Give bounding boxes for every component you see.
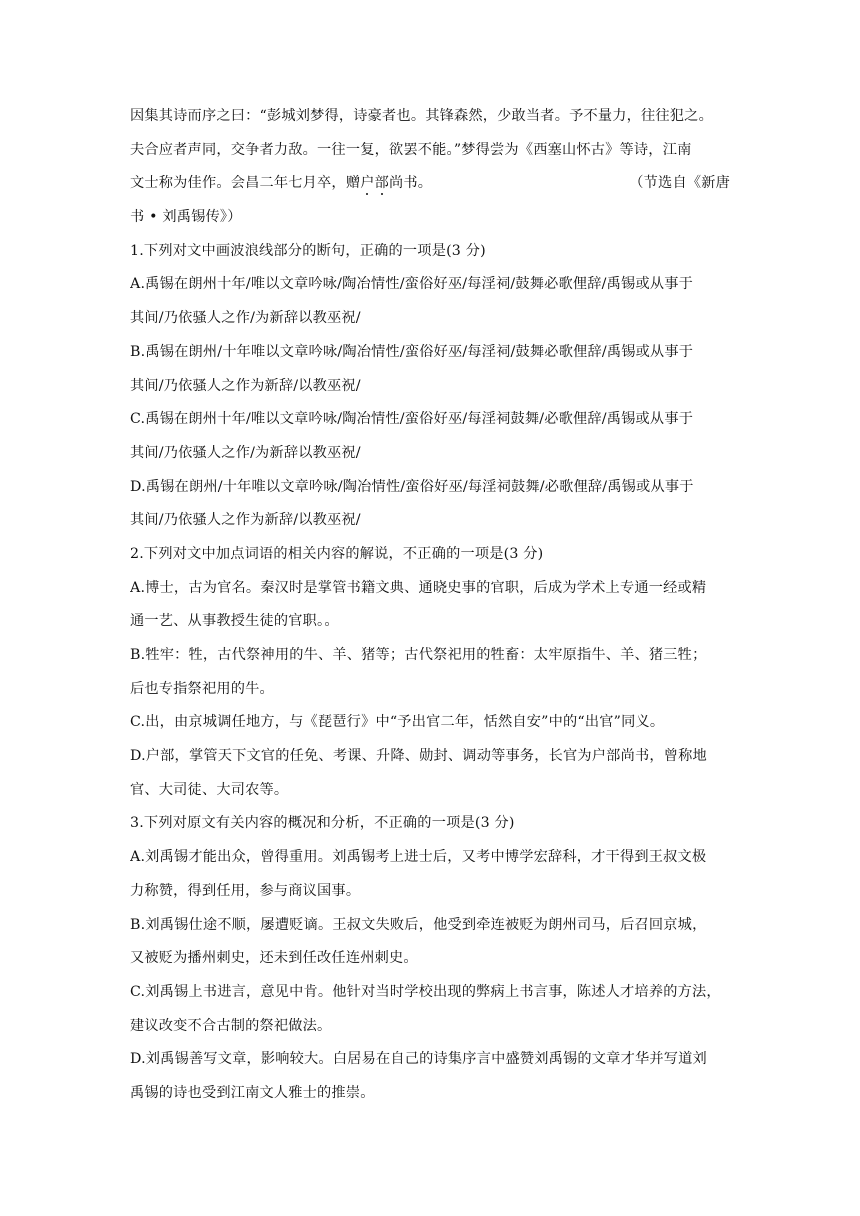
q3-option-a-line-1: A.刘禹锡才能出众，曾得重用。刘禹锡考上进士后，又考中博学宏辞科，才干得到王叔文极 xyxy=(130,849,707,866)
passage-line-3-post: 尚书。 xyxy=(388,175,433,192)
q2-option-b-line-1: B.牲牢：牲，古代祭神用的牛、羊、猪等；古代祭祀用的牲畜：太牢原指牛、羊、猪三牲； xyxy=(130,647,707,663)
q2-stem: 2.下列对文中加点词语的相关内容的解说，不正确的一项是(3 分) xyxy=(130,545,544,562)
q1-option-c-line-2: 其间/乃依骚人之作/为新辞以教巫祝/ xyxy=(130,444,361,461)
q1-option-d-line-2: 其间/乃依骚人之作为新辞/以教巫祝/ xyxy=(130,512,361,529)
passage-line-1: 因集其诗而序之曰：“彭城刘梦得，诗豪者也。其锋森然，少敢当者。予不量力，往往犯之。 xyxy=(130,108,713,124)
q1-stem: 1.下列对文中画波浪线部分的断句，正确的一项是(3 分) xyxy=(130,242,486,259)
q2-option-a-line-1: A.博士，古为官名。秦汉时是掌管书籍文典、通晓史事的官职，后成为学术上专通一经或精 xyxy=(130,579,707,596)
q3-stem: 3.下列对原文有关内容的概况和分析，不正确的一项是(3 分) xyxy=(130,815,515,832)
q2-option-b-line-2: 后也专指祭祀用的牛。 xyxy=(130,680,274,697)
q2-option-d-line-1: D.户部，掌管天下文官的任免、考课、升降、勋封、调动等事务，长官为户部尚书，曾称地 xyxy=(130,748,707,765)
q1-option-d-line-1: D.禹锡在朗州/十年唯以文章吟咏/陶冶情性/蛮俗好巫/每淫祠鼓舞/必歌俚辞/禹锡或从事于 xyxy=(130,478,694,495)
q2-option-d-line-2: 官、大司徒、大司农等。 xyxy=(130,781,289,798)
q3-option-b-line-2: 又被贬为播州刺史，还未到任改任连州刺史。 xyxy=(130,950,418,967)
q3-option-a-line-2: 力称赞，得到任用，参与商议国事。 xyxy=(130,882,361,899)
q1-option-a-line-1: A.禹锡在朗州十年/唯以文章吟咏/陶冶情性/蛮俗好巫/每淫祠/鼓舞必歌俚辞/禹锡或从事于 xyxy=(130,276,693,293)
document-body xyxy=(130,100,730,1111)
passage-line-2: 夫合应者声同，交争者力敌。一往一复，欲罢不能。”梦得尝为《西塞山怀古》等诗，江南 xyxy=(130,141,692,158)
q1-option-a-line-2: 其间/乃依骚人之作/为新辞以教巫祝/ xyxy=(130,310,361,327)
passage-line-3-text xyxy=(130,167,432,201)
q3-option-d-line-2: 禹锡的诗也受到江南文人雅士的推崇。 xyxy=(130,1084,375,1101)
dotted-char-bu: 部 xyxy=(375,167,389,201)
q1-option-b-line-2: 其间/乃依骚人之作为新辞/以教巫祝/ xyxy=(130,377,361,394)
q3-option-c-line-2: 建议改变不合古制的祭祀做法。 xyxy=(130,1017,332,1034)
source-note-end: 书 • 刘禹锡传》） xyxy=(130,209,242,226)
q3-option-b-line-1: B.刘禹锡仕途不顺，屡遭贬谪。王叔文失败后，他受到牵连被贬为朗州司马，后召回京城， xyxy=(130,916,707,933)
q1-option-c-line-1: C.禹锡在朗州十年/唯以文章吟咏/陶冶情性/蛮俗好巫/每淫祠鼓舞/必歌俚辞/禹锡或从事于 xyxy=(130,411,694,428)
q3-option-c-line-1: C.刘禹锡上书进言，意见中肯。他针对当时学校出现的弊病上书言事，陈述人才培养的方法， xyxy=(130,983,721,1000)
passage-line-3 xyxy=(130,167,730,201)
q3-option-d-line-1: D.刘禹锡善写文章，影响较大。白居易在自己的诗集序言中盛赞刘禹锡的文章才华并写道刘 xyxy=(130,1051,707,1068)
passage-line-3-pre: 文士称为佳作。会昌二年七月卒，赠 xyxy=(130,175,361,192)
q2-option-c-line-1: C.出，由京城调任地方，与《琵琶行》中“予出官二年，恬然自安”中的“出官”同义。 xyxy=(130,714,665,731)
q1-option-b-line-1: B.禹锡在朗州/十年唯以文章吟咏/陶冶情性/蛮俗好巫/每淫祠/鼓舞必歌俚辞/禹锡或从事于 xyxy=(130,343,694,360)
q2-option-a-line-2: 通一艺、从事教授生徒的官职。。 xyxy=(130,613,339,630)
dotted-char-hu: 户 xyxy=(360,167,374,201)
source-note-start: （节选自《新唐 xyxy=(629,175,730,192)
